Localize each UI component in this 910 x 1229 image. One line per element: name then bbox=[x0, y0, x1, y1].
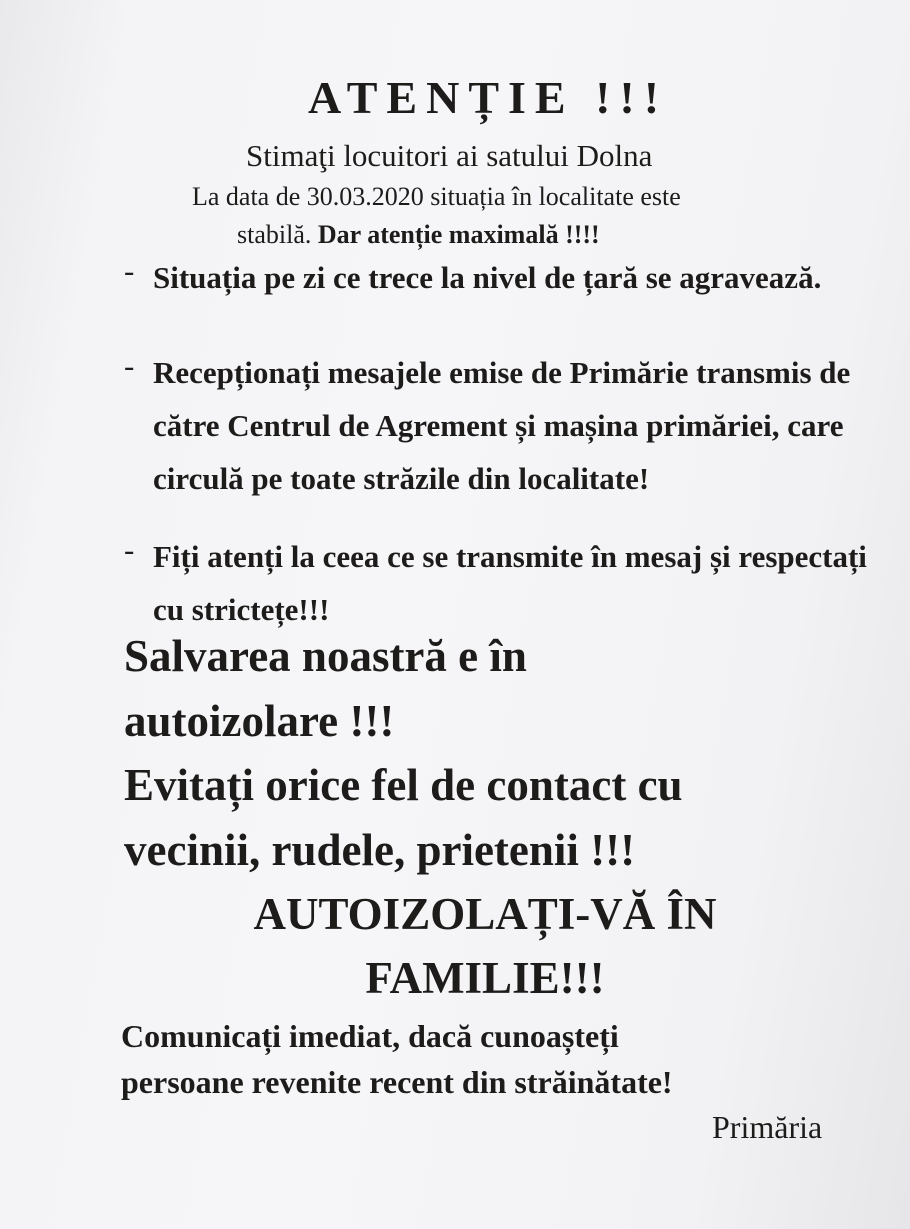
report-line-1: Comunicați imediat, dacă cunoașteți bbox=[121, 1018, 619, 1054]
avoid-contact-line-2: vecinii, rudele, prietenii !!! bbox=[124, 825, 636, 875]
bullet-text: Recepționați mesajele emise de Primărie transmis de către Centrul de Agrement și mașina primăriei, care circulă pe toate străzile din localitate! bbox=[153, 355, 851, 496]
report-line-2: persoane revenite recent din străinătate! bbox=[121, 1064, 673, 1100]
bullet-text: Fiți atenți la ceea ce se transmite în mesaj și respectați cu strictețe!!! bbox=[153, 539, 867, 627]
bullet-dash: - bbox=[124, 348, 135, 383]
intro-line-1: La data de 30.03.2020 situația în localitate este bbox=[192, 182, 681, 211]
intro-line-2-emphasis: Dar atenție maximală !!!! bbox=[317, 220, 600, 249]
notice-title: ATENȚIE !!! bbox=[307, 72, 669, 123]
greeting-line: Stimaţi locuitori ai satului Dolna bbox=[246, 138, 653, 173]
signature: Primăria bbox=[712, 1109, 823, 1145]
intro-line-2 bbox=[237, 218, 600, 252]
bullet-dash: - bbox=[124, 253, 135, 288]
bullet-text: Situația pe zi ce trece la nivel de țară se agravează. bbox=[153, 260, 822, 295]
avoid-contact-line-1: Evitați orice fel de contact cu bbox=[124, 760, 683, 810]
isolate-line-2: FAMILIE!!! bbox=[365, 953, 605, 1003]
salvation-line-1: Salvarea noastră e în bbox=[124, 631, 527, 681]
salvation-line-2: autoizolare !!! bbox=[124, 696, 395, 746]
bullet-dash: - bbox=[124, 532, 135, 567]
intro-line-2-plain: stabilă. bbox=[237, 220, 318, 249]
isolate-line-1: AUTOIZOLAȚI-VĂ ÎN bbox=[253, 889, 717, 939]
